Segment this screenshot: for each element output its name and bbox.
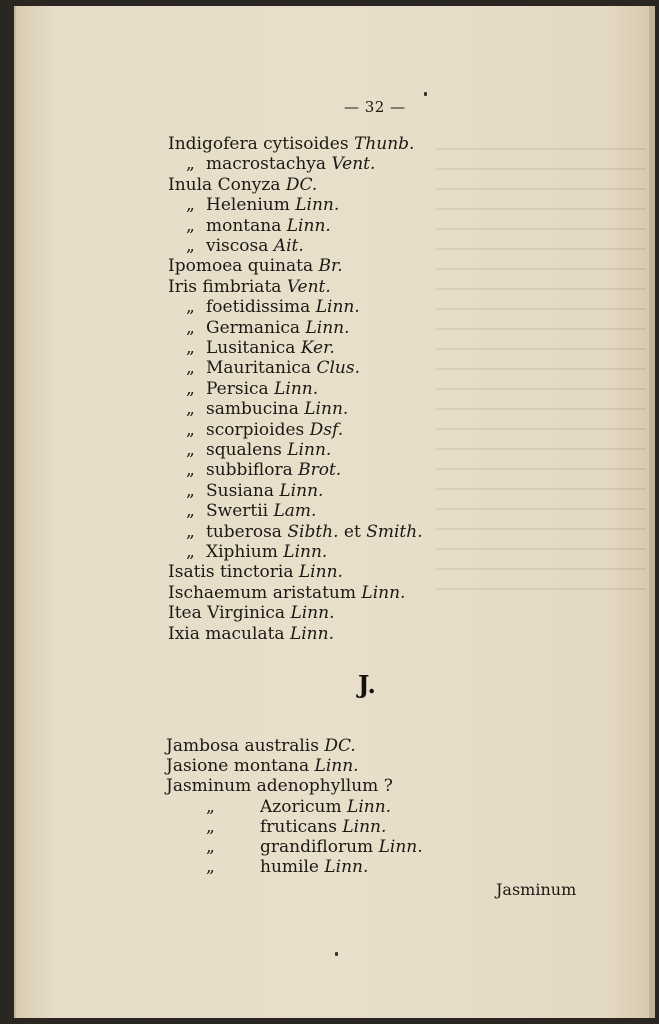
entry-line [168,624,334,644]
entry-line [186,481,323,501]
author-abbrev: Linn. [298,562,343,583]
ink-speck [424,92,427,96]
entry-line [186,522,423,542]
entry-line [206,797,391,817]
species-name: montana [206,215,287,236]
entry-line [186,297,360,317]
entry-line [186,460,341,480]
species-name: Germanica [206,317,306,338]
species-name: Isatis tinctoria [168,562,299,583]
author-abbrev: Linn. [314,756,359,777]
author-abbrev: Linn. [315,297,360,318]
author-abbrev: Linn. [286,215,331,236]
page-edge [649,6,655,1018]
ditto-mark: „ [186,358,195,379]
author-abbrev: Br. [318,256,343,277]
species-name: Jasione montana [166,756,315,777]
entry-line [186,216,331,236]
author-abbrev: Linn. [279,480,324,501]
species-name: Lusitanica [206,338,301,358]
entry-line [186,358,360,378]
species-name: Ipomoea quinata [168,256,319,277]
species-name: Mauritanica [206,358,317,379]
author-abbrev: Linn. [347,796,392,817]
ditto-mark: „ [186,195,195,216]
author-abbrev: Linn. [289,623,334,644]
author-abbrev: Ker. [300,338,335,358]
species-name: Persica [206,378,275,399]
entry-line [168,277,331,297]
section-letter: J. [358,670,376,699]
species-name: Ischaemum aristatum [168,582,362,603]
ditto-mark: „ [206,816,215,837]
species-name: squalens [206,440,288,460]
entry-line [186,542,327,562]
species-name: viscosa [206,236,274,256]
author-abbrev: Linn. [274,378,319,399]
species-name: tuberosa [206,521,288,542]
species-name: grandiflorum [260,837,379,857]
species-name: humile [260,857,325,878]
entry-line [186,154,375,174]
conjunction: et [338,521,367,542]
entry-line [206,837,423,857]
entry-line [186,338,335,358]
species-name: Jambosa australis [166,736,325,756]
author-abbrev: Linn. [290,603,335,624]
ditto-mark: „ [206,837,215,857]
ditto-mark: „ [186,399,195,420]
ditto-mark: „ [186,440,195,460]
author-abbrev: Sibth. [287,521,339,542]
entry-line [206,857,368,877]
entry-line [186,420,343,440]
entry-line [166,736,356,756]
ditto-mark: „ [206,796,215,817]
author-abbrev: Clus. [316,358,360,379]
species-name: macrostachya [206,154,332,175]
author-abbrev: Lam. [273,501,317,522]
entry-line [168,134,414,154]
ditto-mark: „ [186,215,195,236]
ditto-mark: „ [186,419,195,440]
entry-line [168,562,343,582]
species-name: subbiflora [206,460,299,481]
species-name: Helenium [206,195,296,216]
author-abbrev: Linn. [304,399,349,420]
entry-line [186,399,348,419]
author-abbrev: Vent. [331,154,376,175]
author-abbrev: Brot. [298,460,342,481]
species-name: foetidissima [206,297,316,318]
entry-line [168,256,343,276]
ditto-mark: „ [186,542,195,562]
catchword: Jasminum [496,880,577,899]
page-number: — 32 — [344,98,406,116]
entry-line [206,817,386,837]
author-abbrev: Linn. [295,195,340,216]
species-name: sambucina [206,399,305,420]
species-name: Ixia maculata [168,623,290,644]
author-abbrev: Linn. [305,317,350,338]
species-name: Swertii [206,501,274,522]
ink-speck [335,952,338,956]
show-through-text [436,136,646,596]
author-abbrev: Vent. [286,276,331,297]
species-name: scorpioides [206,419,310,440]
species-name: Indigofera cytisoides [168,134,354,154]
author-abbrev: DC. [324,736,356,756]
ditto-mark: „ [186,154,195,175]
ditto-mark: „ [186,317,195,338]
species-name: Inula Conyza [168,174,286,195]
entry-line [186,501,316,521]
author-abbrev: Linn. [283,542,328,562]
author-abbrev: Thunb. [353,134,415,154]
species-name: Iris fimbriata [168,276,287,297]
species-name: Azoricum [260,796,348,817]
entry-line [186,440,331,460]
author-abbrev: Linn. [287,440,332,460]
species-name: Xiphium [206,542,284,562]
entry-line [186,318,350,338]
entry-line [168,583,405,603]
ditto-mark: „ [186,501,195,522]
species-name: Jasminum adenophyllum ? [166,776,393,797]
entry-line [186,379,318,399]
ditto-mark: „ [186,378,195,399]
ditto-mark: „ [186,521,195,542]
ditto-mark: „ [186,480,195,501]
entry-line [166,776,393,796]
entry-line [166,756,359,776]
entry-line [168,175,317,195]
author-abbrev: Linn. [324,857,369,878]
species-name: Susiana [206,480,280,501]
author-abbrev: Linn. [378,837,423,857]
entry-line [186,236,304,256]
species-name: Itea Virginica [168,603,291,624]
ditto-mark: „ [186,297,195,318]
author-abbrev: DC. [285,174,318,195]
ditto-mark: „ [206,857,215,878]
ditto-mark: „ [186,338,195,358]
entry-line [168,603,334,623]
ditto-mark: „ [186,460,195,481]
author-abbrev: Ait. [273,236,304,256]
author-abbrev: Linn. [361,582,406,603]
author-abbrev: Dsf. [309,419,344,440]
ditto-mark: „ [186,236,195,256]
author-abbrev: Linn. [342,816,387,837]
author-abbrev-2: Smith. [366,521,423,542]
entry-line [186,195,339,215]
species-name: fruticans [260,816,343,837]
